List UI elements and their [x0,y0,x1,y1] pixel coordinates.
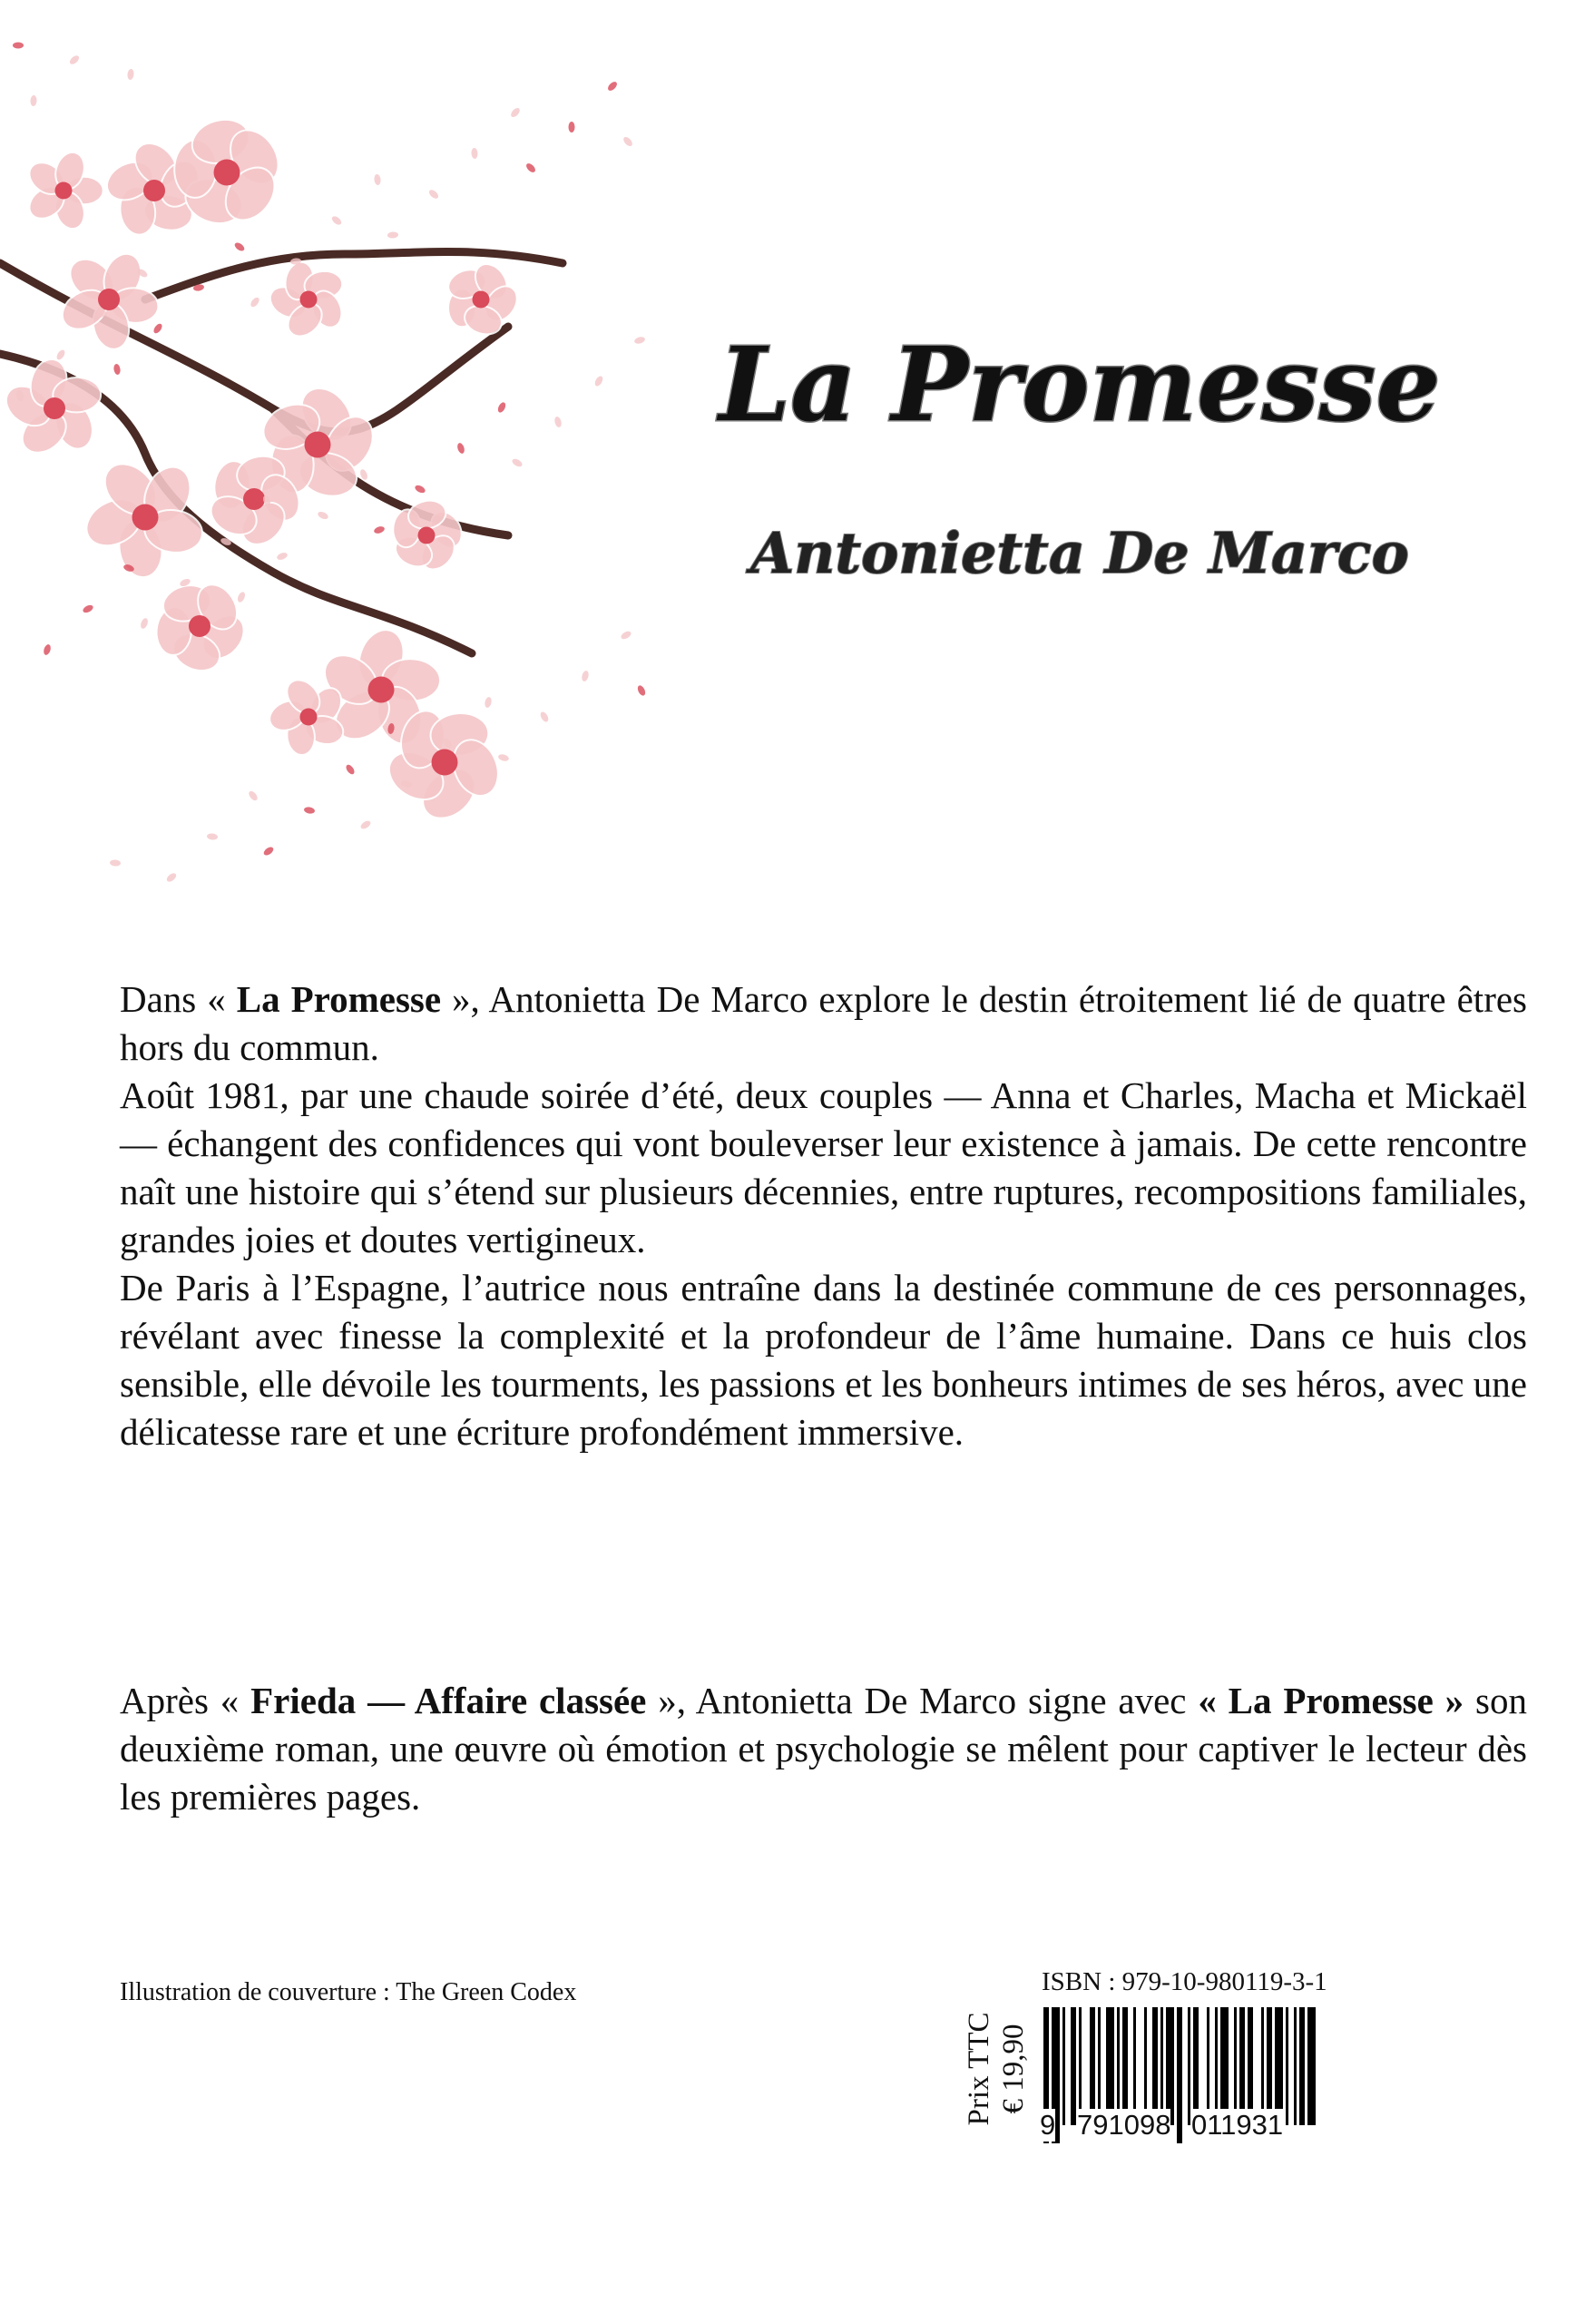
barcode-digits-right: 011931 [1191,2109,1284,2141]
falling-petal [606,80,618,92]
illustration-credit: Illustration de couverture : The Green Codex [120,1978,577,2006]
barcode-bar [1299,2007,1305,2125]
falling-petal [581,670,590,681]
back-cover-summary [120,975,1527,1456]
falling-petal [427,188,440,200]
falling-petal [152,322,164,335]
falling-petal [359,819,372,830]
falling-petal [140,617,150,630]
barcode-digits-left: 791098 [1077,2109,1171,2141]
barcode-bar [1166,2007,1174,2125]
falling-petal [330,215,343,227]
barcode-bar [1248,2007,1253,2125]
falling-petal [345,763,357,776]
falling-petal [248,789,259,802]
barcode-bar [1207,2007,1209,2125]
falling-petal [127,69,134,81]
flower-center [55,182,73,200]
falling-petal [511,457,524,468]
book-title: La Promesse [719,326,1441,445]
barcode-bar [1261,2007,1264,2125]
flower-center [432,750,458,776]
summary-paragraph-2: Août 1981, par une chaude soirée d’été, deux couples — Anna et Charles, Macha et Mickaël — échangent des confidences qui vont bouleverser leur existence à jamais. De cette rencontre naît une histoire qui s’étend sur plusieurs décennies, entre ruptures, recompositions familiales, grandes joies et doutes vertigineux. [120,1074,1527,1260]
barcode-bar [1294,2007,1297,2125]
falling-petal [373,525,386,534]
barcode-bar [1177,2007,1182,2143]
falling-petal [414,484,426,495]
flower-center [243,488,265,510]
barcode-bar [1079,2007,1082,2125]
previous-title: Frieda — Affaire classée [250,1680,647,1721]
isbn: ISBN : 979-10-980119-3-1 [1042,1967,1327,1996]
barcode-bar [1144,2007,1147,2125]
flower-center [473,291,490,309]
barcode-bar [1117,2007,1120,2125]
falling-petal [317,510,329,520]
flower-center [418,527,436,544]
barcode-bar [1160,2007,1163,2125]
barcode-bar [1133,2007,1136,2125]
title-ref: La Promesse [236,978,442,1020]
falling-petal [165,872,178,884]
flower-center [214,160,240,186]
falling-petal [593,375,604,387]
falling-petal [262,846,275,858]
falling-petal [374,174,381,186]
falling-petal [113,364,122,376]
flower-center [132,505,159,531]
falling-petal [484,696,492,708]
falling-petal [620,630,632,641]
barcode-bar [1071,2007,1076,2125]
barcode-bar [1234,2007,1237,2125]
flower-center [368,677,395,703]
falling-petal [30,95,37,106]
flower-center [305,432,331,458]
barcode-bar [1275,2007,1283,2125]
barcode-bar [1215,2007,1218,2125]
text: Dans « [120,978,237,1020]
falling-petal [456,442,465,455]
author-note [120,1677,1527,1821]
barcode-bar [1122,2007,1128,2125]
falling-petal [539,711,550,723]
text: son deuxième roman, une œuvre où émotion et psychologie se mêlent pour captiver le lecteur dès les premières pages. [120,1680,1527,1818]
price-label: Prix TTC [963,2012,995,2126]
falling-petal [497,753,509,762]
falling-petal [233,241,246,253]
barcode-bar [1239,2007,1245,2125]
barcode-bar [1188,2007,1190,2125]
falling-petal [633,336,645,345]
title-ref: « La Promesse » [1198,1680,1464,1721]
falling-petal [55,348,66,361]
text: », Antonietta De Marco signe avec [646,1680,1199,1721]
falling-petal [553,416,563,427]
falling-petal [636,684,647,697]
flower-center [189,615,211,637]
falling-petal [236,591,246,603]
barcode-bar [1286,2007,1288,2125]
falling-petal [622,135,633,148]
summary-paragraph-4 [120,1677,1527,1821]
falling-petal [509,106,521,119]
falling-petal [68,54,81,65]
falling-petal [471,148,478,159]
price-value: € 19,90 [997,2024,1030,2114]
falling-petal [569,122,575,132]
barcode-bar [1152,2007,1158,2125]
book-author: Antonietta De Marco [750,520,1409,586]
falling-petal [276,552,289,562]
barcode-bar [1307,2007,1316,2125]
flower-center [98,289,120,310]
summary-paragraph-3: De Paris à l’Espagne, l’autrice nous entraîne dans la destinée commune de ces personnages, révélant avec finesse la complexité et la profondeur de l’âme humaine. Dans ce huis clos sensible, elle dévoile les tourments, les passions et les bonheurs intimes de ses héros, avec une délicatesse rare et une écriture profondément immersive. [120,1267,1527,1453]
falling-petal [387,231,398,239]
falling-petal [359,468,369,481]
falling-petal [110,859,121,867]
falling-petal [304,807,316,815]
barcode-bar [1090,2007,1095,2125]
barcode-bar [1267,2007,1272,2125]
flower-center [300,291,318,309]
barcode-bar [1098,2007,1101,2125]
flower-center [300,709,318,726]
barcode-digit-first: 9 [1040,2109,1056,2141]
text: », Antonietta De Marco explore le destin étroitement lié de quatre êtres hors du commun. [120,978,1527,1068]
falling-petal [496,401,507,414]
flower-center [143,180,165,201]
falling-petal [207,833,219,840]
barcode-bar [1062,2007,1065,2125]
falling-petal [524,162,536,173]
barcode-bar [1220,2007,1229,2125]
falling-petal [13,43,24,49]
falling-petal [82,603,94,614]
flower-center [44,397,65,419]
falling-petal [250,296,261,309]
barcode-bar [1193,2007,1199,2125]
barcode-bar [1106,2007,1114,2125]
summary-paragraph-1 [120,975,1527,1072]
price-block [962,2010,1031,2128]
falling-petal [43,643,52,656]
cherry-blossom-illustration [0,27,662,907]
text: Après « [120,1680,251,1721]
